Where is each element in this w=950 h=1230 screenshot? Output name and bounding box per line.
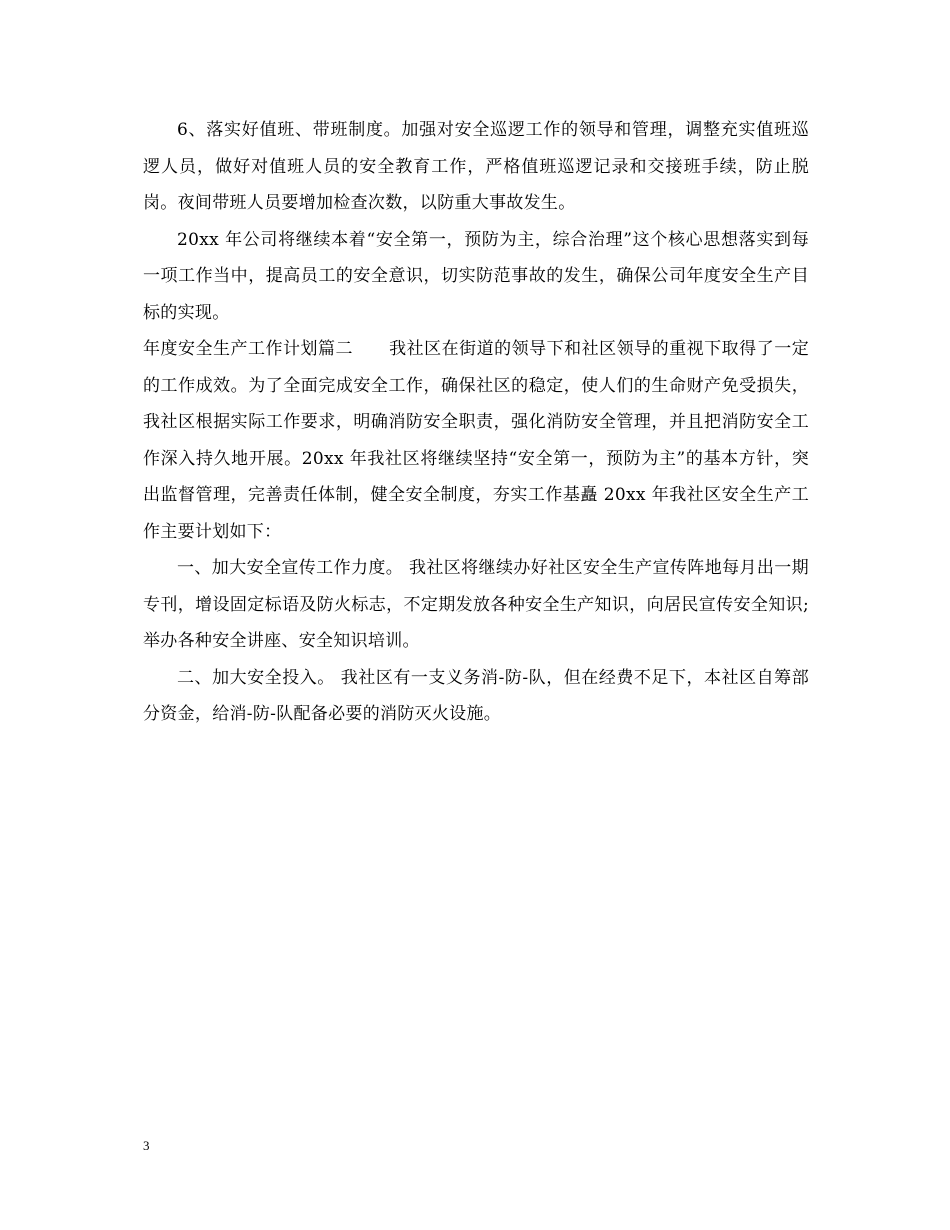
section-two-body: 我社区在街道的领导下和社区领导的重视下取得了一定的工作成效。为了全面完成安全工作，确保社区的稳定，使人们的生命财产免受损失，我社区根据实际工作要求，明确消防安全职责，强化消防安全管理，并且把消防安全工作深入持久地开展。20xx 年我社区将继续坚持“安全第一，预防为主”的基本方针，突出监督管理，完善责任体制，健全安全制度，夯实工作基矗 20xx 年我社区安全生产工作主要计划如下： [143, 339, 809, 542]
paragraph-duty-system: 6、落实好值班、带班制度。加强对安全巡逻工作的领导和管理，调整充实值班巡逻人员，做好对值班人员的安全教育工作，严格值班巡逻记录和交接班手续，防止脱岗。夜间带班人员要增加检查次数，以防重大事故发生。 [143, 120, 809, 213]
paragraph-annual-goal: 20xx 年公司将继续本着“安全第一，预防为主，综合治理”这个核心思想落实到每一项工作当中，提高员工的安全意识，切实防范事故的发生，确保公司年度安全生产目标的实现。 [143, 229, 809, 323]
paragraph-safety-publicity: 一、加大安全宣传工作力度。 我社区将继续办好社区安全生产宣传阵地每月出一期专刊，增设固定标语及防火标志，不定期发放各种安全生产知识，向居民宣传安全知识;举办各种安全讲座、安全知识培训。 [143, 558, 809, 651]
document-body [143, 112, 809, 733]
paragraph-section-two [143, 331, 809, 550]
section-title: 年度安全生产工作计划篇二 [143, 339, 354, 359]
paragraph-safety-investment: 二、加大安全投入。 我社区有一支义务消-防-队，但在经费不足下，本社区自筹部分资金，给消-防-队配备必要的消防灭火设施。 [143, 667, 809, 724]
page-number: 3 [143, 1138, 150, 1153]
